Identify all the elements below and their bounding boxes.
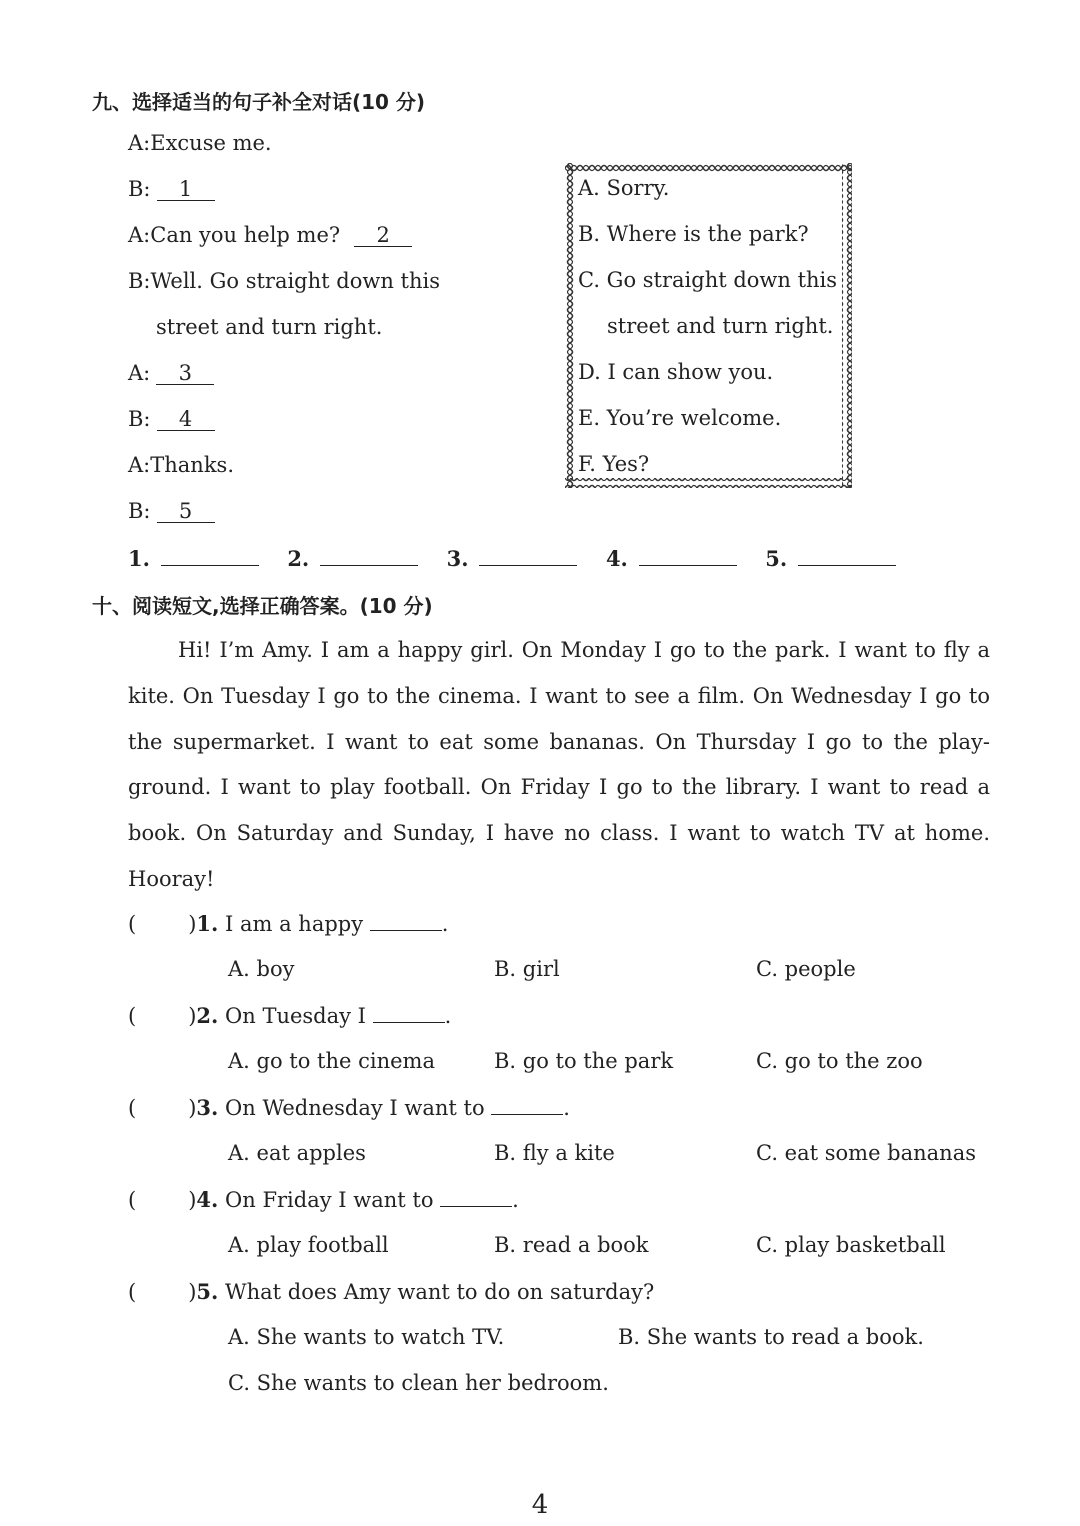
line-text: Thanks. [150,453,235,477]
choice-c[interactable]: C. go to the zoo [756,1049,923,1073]
choice-b[interactable]: B. She wants to read a book. [618,1325,924,1349]
dialogue-line-5 [128,361,214,385]
choice-c[interactable]: C. people [756,957,856,981]
dialogue-line-8 [128,499,215,523]
dialogue-line-4 [128,269,440,293]
choice-b[interactable]: B. fly a kite [494,1141,615,1165]
option-d: D. I can show you. [578,360,774,384]
passage-text: Hi! I’m Amy. I am a happy girl. On Monday I go to the park. I want to fly a kite. On Tuesday I go to the cinema. I want to see a film. On Wednesday I go to the supermarket. I want to eat some bananas. On Thursday I go to the play-ground. I want to play football. On Friday I go to the library. I want to read a book. On Saturday and Sunday, I have no class. I want to watch TV at home. Hooray! [128,638,990,891]
answer-blank-3[interactable] [479,545,577,566]
answer-blank-2[interactable] [320,545,418,566]
answer-row [128,545,896,571]
speaker-a: A: [128,453,151,477]
option-c-cont: street and turn right. [607,314,834,338]
blank-4[interactable]: 4 [157,408,215,431]
line-text: Can you help me? [150,223,341,247]
speaker-b: B: [128,499,151,523]
choice-c[interactable]: C. She wants to clean her bedroom. [228,1371,609,1395]
paren-open: ( [128,1188,137,1212]
dialogue-line-3 [128,223,412,247]
question-end: . [563,1096,570,1120]
blank-1[interactable]: 1 [157,178,215,201]
speaker-a: A: [128,223,151,247]
dialogue-line-2 [128,177,215,201]
answer-blank-4[interactable] [639,545,737,566]
answer-label-5: 5. [765,546,788,571]
question-end: . [444,1004,452,1028]
line-text: Well. Go straight down this [150,269,440,293]
question-stem [128,1003,451,1028]
section-9-heading: 九、选择适当的句子补全对话(10 分) [92,90,426,114]
blank-2[interactable]: 2 [354,224,412,247]
choice-b[interactable]: B. go to the park [494,1049,674,1073]
speaker-b: B: [128,177,151,201]
question-number: 3. [196,1095,219,1120]
speaker-b: B: [128,269,151,293]
question-end: . [441,912,449,936]
answer-label-3: 3. [446,546,469,571]
question-end: . [512,1188,519,1212]
speaker-a: A: [128,361,151,385]
question-stem [128,1187,519,1212]
answer-label-4: 4. [605,546,628,571]
paren-open: ( [128,1004,137,1028]
options-box [565,163,852,488]
speaker-a: A: [128,131,151,155]
reading-passage [128,628,990,903]
choice-a[interactable]: A. play football [228,1233,389,1257]
question-text: On Wednesday I want to [225,1096,485,1120]
question-text: I am a happy [225,912,364,936]
choice-c[interactable]: C. eat some bananas [756,1141,976,1165]
option-e: E. You’re welcome. [578,406,782,430]
dialogue-line-6 [128,407,215,431]
question-stem [128,911,448,936]
speaker-b: B: [128,407,151,431]
choice-b[interactable]: B. read a book [494,1233,649,1257]
choice-a[interactable]: A. She wants to watch TV. [228,1325,505,1349]
paren-close: ) [188,1188,197,1212]
answer-label-1: 1. [128,546,150,571]
question-blank[interactable] [491,1114,563,1115]
dialogue-line-4-cont: street and turn right. [156,315,383,339]
paren-open: ( [128,912,137,936]
choice-a[interactable]: A. eat apples [228,1141,366,1165]
paren-close: ) [188,912,197,936]
question-blank[interactable] [440,1206,512,1207]
question-stem [128,1095,570,1120]
option-c: C. Go straight down this [578,268,838,292]
option-f: F. Yes? [578,452,650,476]
choice-a[interactable]: A. boy [228,957,295,981]
paren-open: ( [128,1096,137,1120]
question-number: 5. [196,1279,219,1304]
option-b: B. Where is the park? [578,222,809,246]
question-number: 4. [196,1187,219,1212]
question-text: On Tuesday I [225,1004,366,1028]
choice-a[interactable]: A. go to the cinema [228,1049,435,1073]
answer-blank-1[interactable] [161,545,259,566]
paren-close: ) [188,1280,197,1304]
dialogue-line-7 [128,453,234,477]
blank-5[interactable]: 5 [157,500,215,523]
line-text: Excuse me. [150,131,272,155]
option-a: A. Sorry. [578,176,670,200]
question-text: What does Amy want to do on saturday? [225,1280,655,1304]
question-blank[interactable] [370,930,442,931]
page-number: 4 [531,1490,549,1520]
question-text: On Friday I want to [225,1188,434,1212]
choice-c[interactable]: C. play basketball [756,1233,946,1257]
answer-label-2: 2. [287,546,310,571]
question-number: 2. [196,1003,219,1028]
choice-b[interactable]: B. girl [494,957,560,981]
section-10-heading: 十、阅读短文,选择正确答案。(10 分) [92,594,433,618]
question-number: 1. [196,911,219,936]
dialogue-line-1 [128,131,272,155]
paren-open: ( [128,1280,137,1304]
question-stem [128,1279,654,1304]
blank-3[interactable]: 3 [156,362,214,385]
question-blank[interactable] [373,1022,445,1023]
paren-close: ) [188,1096,197,1120]
answer-blank-5[interactable] [798,545,896,566]
paren-close: ) [188,1004,197,1028]
